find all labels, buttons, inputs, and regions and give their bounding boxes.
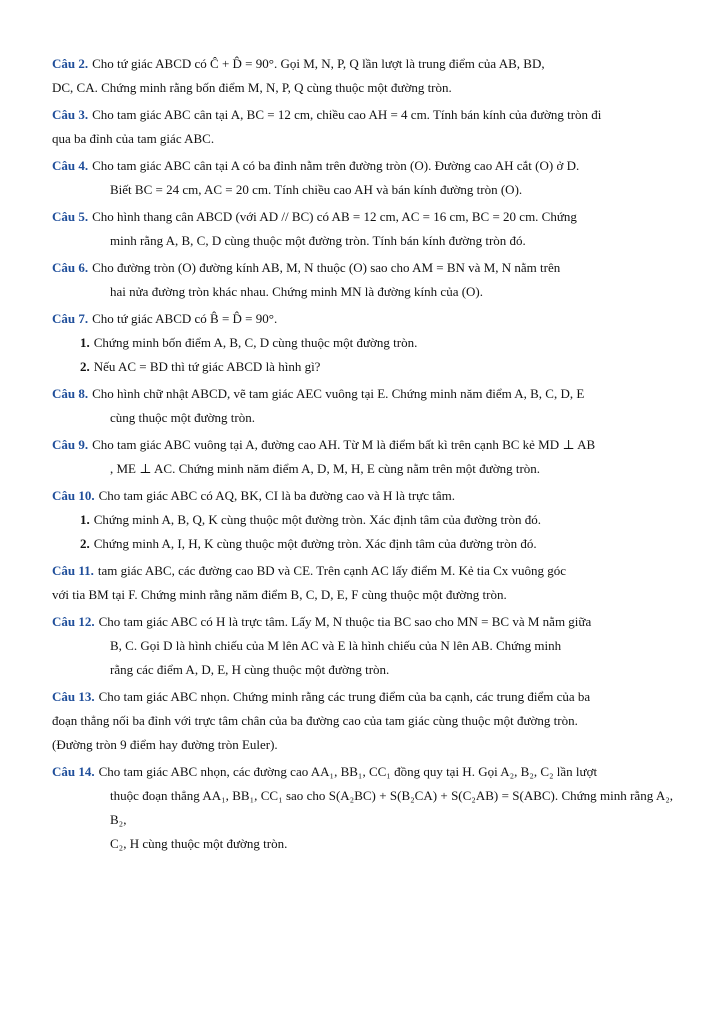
question-5 (52, 205, 673, 253)
question-text-line: Cho hình thang cân ABCD (với AD // BC) có AB = 12 cm, AC = 16 cm, BC = 20 cm. Chứng (92, 209, 577, 224)
question-label: Câu 14. (52, 764, 95, 779)
question-label: Câu 13. (52, 689, 95, 704)
question-9 (52, 433, 673, 481)
question-text-line: Cho hình chữ nhật ABCD, vẽ tam giác AEC vuông tại E. Chứng minh năm điểm A, B, C, D, E (92, 386, 585, 401)
question-text-line: Cho tam giác ABC có H là trực tâm. Lấy M, N thuộc tia BC sao cho MN = BC và M nằm giữa (98, 614, 592, 629)
question-text-line: thuộc đoạn thẳng AA₁, BB₁, CC₁ sao cho S(A₂BC) + S(B₂CA) + S(C₂AB) = S(ABC). Chứng minh rằng A₂, B₂, (110, 788, 673, 827)
question-12 (52, 610, 673, 682)
sub-question-text: Chứng minh A, I, H, K cùng thuộc một đường tròn. Xác định tâm của đường tròn đó. (93, 536, 537, 551)
question-label: Câu 8. (52, 386, 89, 401)
question-label: Câu 9. (52, 437, 89, 452)
sub-question-text: Chứng minh bốn điểm A, B, C, D cùng thuộc một đường tròn. (93, 335, 418, 350)
sub-question-number: 2. (80, 359, 90, 374)
question-text-line: minh rằng A, B, C, D cùng thuộc một đường tròn. Tính bán kính đường tròn đó. (110, 233, 526, 248)
question-8 (52, 382, 673, 430)
question-label: Câu 4. (52, 158, 89, 173)
question-text-line: hai nửa đường tròn khác nhau. Chứng minh MN là đường kính của (O). (110, 284, 484, 299)
question-text-line: DC, CA. Chứng minh rằng bốn điểm M, N, P, Q cùng thuộc một đường tròn. (52, 80, 452, 95)
question-3 (52, 103, 673, 151)
question-6 (52, 256, 673, 304)
question-text-line: với tia BM tại F. Chứng minh rằng năm điểm B, C, D, E, F cùng thuộc một đường tròn. (52, 587, 507, 602)
question-text-line: Cho tam giác ABC cân tại A có ba đỉnh nằm trên đường tròn (O). Đường cao AH cắt (O) ở D. (92, 158, 580, 173)
sub-question (52, 508, 673, 532)
question-text-line: Cho đường tròn (O) đường kính AB, M, N thuộc (O) sao cho AM = BN và M, N nằm trên (92, 260, 561, 275)
question-label: Câu 10. (52, 488, 95, 503)
sub-question (52, 532, 673, 556)
question-4 (52, 154, 673, 202)
question-text-line: B, C. Gọi D là hình chiếu của M lên AC và E là hình chiếu của N lên AB. Chứng minh (110, 638, 562, 653)
question-text-line: tam giác ABC, các đường cao BD và CE. Trên cạnh AC lấy điểm M. Kẻ tia Cx vuông góc (97, 563, 567, 578)
sub-question-text: Chứng minh A, B, Q, K cùng thuộc một đường tròn. Xác định tâm của đường tròn đó. (93, 512, 541, 527)
question-2 (52, 52, 673, 100)
question-text-line: Cho tam giác ABC vuông tại A, đường cao AH. Từ M là điểm bất kì trên cạnh BC kẻ MD ⊥ AB (92, 437, 596, 452)
question-text-line: C₂, H cùng thuộc một đường tròn. (110, 836, 288, 851)
question-text-line: Biết BC = 24 cm, AC = 20 cm. Tính chiều cao AH và bán kính đường tròn (O). (110, 182, 523, 197)
question-text-line: , ME ⊥ AC. Chứng minh năm điểm A, D, M, H, E cùng nằm trên một đường tròn. (110, 461, 541, 476)
question-14 (52, 760, 673, 856)
question-text-line: Cho tứ giác ABCD có Ĉ + D̂ = 90°. Gọi M, N, P, Q lần lượt là trung điểm của AB, BD, (92, 56, 545, 71)
question-7 (52, 307, 673, 379)
question-label: Câu 7. (52, 311, 89, 326)
question-text-line: Cho tam giác ABC nhọn. Chứng minh rằng các trung điểm của ba cạnh, các trung điểm của ba (98, 689, 591, 704)
sub-question-number: 1. (80, 335, 90, 350)
sub-question-number: 1. (80, 512, 90, 527)
question-text-line: Cho tam giác ABC nhọn, các đường cao AA₁, BB₁, CC₁ đồng quy tại H. Gọi A₂, B₂, C₂ lần lượt (98, 764, 598, 779)
question-label: Câu 3. (52, 107, 89, 122)
question-label: Câu 2. (52, 56, 89, 71)
question-text-line: (Đường tròn 9 điểm hay đường tròn Euler). (52, 737, 278, 752)
question-13 (52, 685, 673, 757)
question-label: Câu 12. (52, 614, 95, 629)
question-11 (52, 559, 673, 607)
question-label: Câu 11. (52, 563, 94, 578)
question-text-line: qua ba đỉnh của tam giác ABC. (52, 131, 215, 146)
question-label: Câu 5. (52, 209, 89, 224)
question-text-line: Cho tứ giác ABCD có B̂ = D̂ = 90°. (92, 311, 278, 326)
sub-question (52, 331, 673, 355)
question-text-line: Cho tam giác ABC có AQ, BK, CI là ba đường cao và H là trực tâm. (98, 488, 455, 503)
question-text-line: đoạn thẳng nối ba đỉnh với trực tâm chân của ba đường cao của tam giác cùng thuộc một đường tròn. (52, 713, 578, 728)
question-text-line: cùng thuộc một đường tròn. (110, 410, 255, 425)
question-text-line: rằng các điểm A, D, E, H cùng thuộc một đường tròn. (110, 662, 390, 677)
question-10 (52, 484, 673, 556)
question-label: Câu 6. (52, 260, 89, 275)
sub-question-number: 2. (80, 536, 90, 551)
question-text-line: Cho tam giác ABC cân tại A, BC = 12 cm, chiều cao AH = 4 cm. Tính bán kính của đường tròn đi (92, 107, 602, 122)
sub-question-text: Nếu AC = BD thì tứ giác ABCD là hình gì? (93, 359, 321, 374)
sub-question (52, 355, 673, 379)
